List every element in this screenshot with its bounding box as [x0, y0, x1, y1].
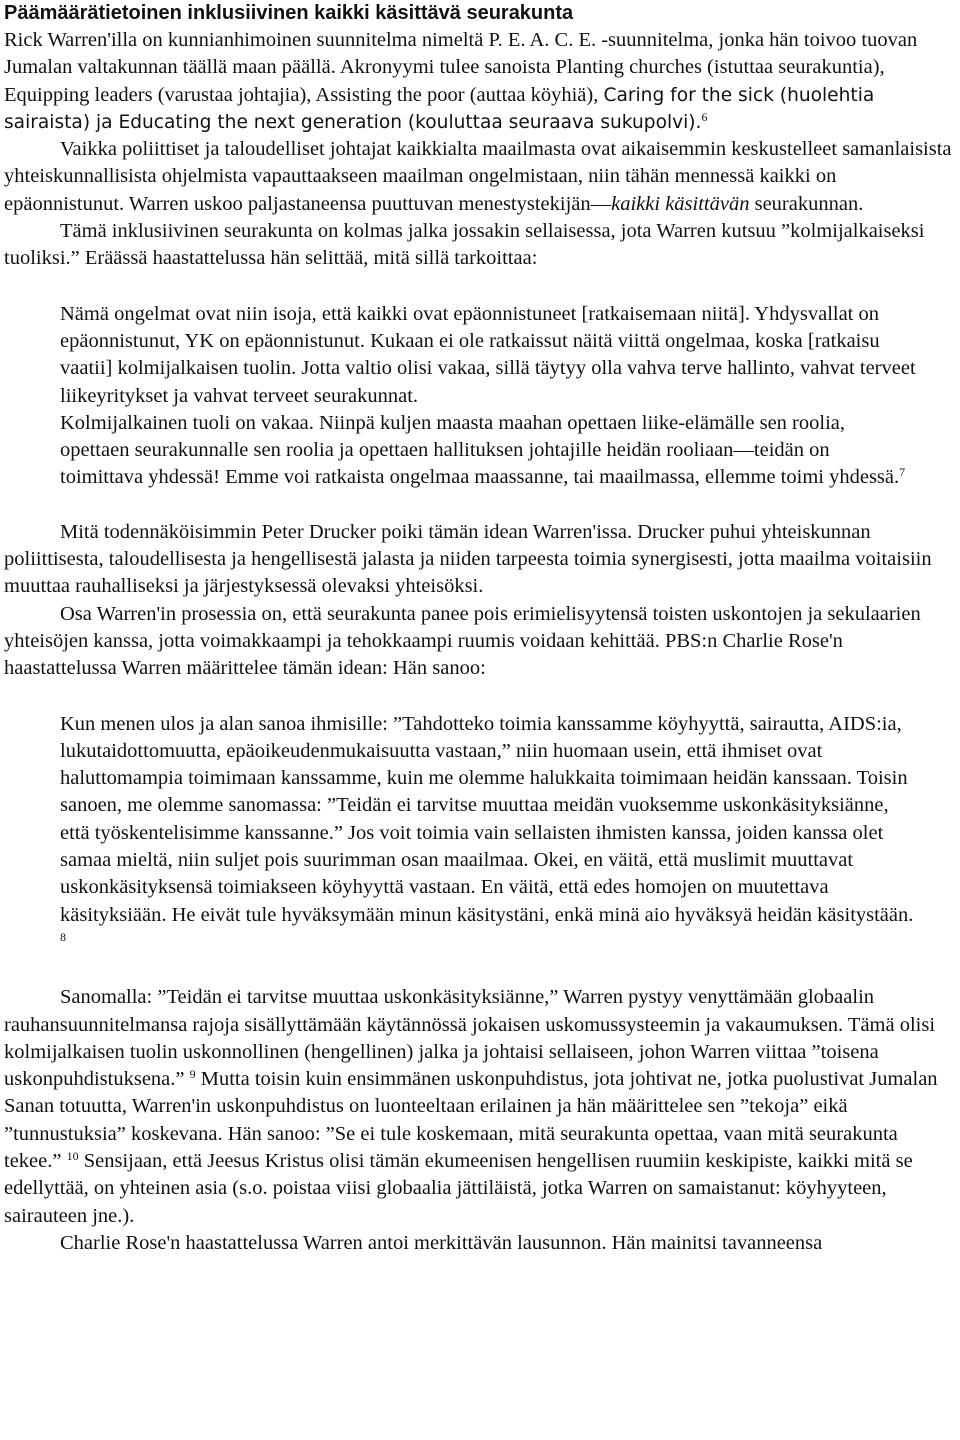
peace-plan-text-continued: Caring for the sick (huolehtia sairaista) ja Educating the next generation (kouluttaa seuraava sukupolvi).: [4, 84, 875, 133]
paragraph-charlie-rose-statement: Charlie Rose'n haastattelussa Warren antoi merkittävän lausunnon. Hän mainitsi tavanneensa: [60, 1231, 823, 1254]
footnote-ref-9[interactable]: 9: [189, 1067, 196, 1082]
footnote-ref-6[interactable]: 6: [701, 109, 708, 124]
paragraph-peace-plan: [4, 27, 956, 136]
paragraph-three-legged-stool: Tämä inklusiivinen seurakunta on kolmas jalka jossakin sellaisessa, jota Warren kutsuu ”kolmijalkaiseksi tuoliksi.” Eräässä haastattelussa hän selittää, mitä sillä tarkoittaa:: [4, 220, 925, 270]
spacer: [4, 956, 956, 984]
quote-paragraph: Kun menen ulos ja alan sanoa ihmisille: ”Tahdotteko toimia kanssamme köyhyyttä, sairautta, AIDS:ia, lukutaidottomuutta, epäoikeudenmukaisuutta vastaan,” niin huomaan usein, että ihmiset ovat haluttomampia toimimaan kanssamme, kuin me olemme halukkaita toimimaan heidän kanssaan. Toisin sanoen, me olemme sanomassa: ”Teidän ei tarvitse muuttaa meidän vuoksemme uskonkäsityksiänne, että työskentelisimme kanssanne.” Jos voit toimia vain sellaisten ihmisten kanssa, joiden kanssa olet samaa mieltä, niin suljet pois suurimman osan maailmaa. Okei, en väitä, että muslimit muuttavat uskonkäsityksensä toimiakseen köyhyyttä vastaan. En väitä, että edes homojen on muutettava käsityksiään. He eivät tule hyväksymään minun käsitystäni, enkä minä aio hyväksyä heidän käsitystään. $^8$: [60, 712, 914, 944]
blockquote-stool: [60, 301, 916, 492]
emphasis-text: kaikki käsittävän: [611, 192, 750, 215]
footnote-ref-7[interactable]: 7: [899, 465, 906, 480]
spacer: [4, 683, 956, 711]
document-heading: Päämäärätietoinen inklusiivinen kaikki käsittävä seurakunta: [4, 2, 574, 24]
paragraph-drucker: Mitä todennäköisimmin Peter Drucker poiki tämän idean Warren'issa. Drucker puhui yhteiskunnan poliittisesta, taloudellisesta ja hengellisestä jalasta ja niiden tarpeesta toimia synergisesti, jotta maailma voitaisiin muuttaa rauhalliseksi ja järjestyksessä olevaksi yhteisöksi.: [4, 520, 932, 598]
quote-paragraph: Nämä ongelmat ovat niin isoja, että kaikki ovat epäonnistuneet [ratkaisemaan niitä]. Yhdysvallat on epäonnistunut, YK on epäonnistunut. Kukaan ei ole ratkaissut näitä viittä ongelmaa, koska [ratkaisu vaatii] kolmijalkaisen tuolin. Jotta valtio olisi vakaa, sillä täytyy olla vahva terve hallinto, vahvat terveet liikeyritykset ja vahvat terveet seurakunnat.: [60, 302, 916, 407]
document-page: [4, 0, 956, 1257]
quote-paragraph: Kolmijalkainen tuoli on vakaa. Niinpä kuljen maasta maahan opettaen liike-elämälle sen roolia, opettaen seurakunnalle sen roolia ja opettaen hallituksen johtajille heidän rooliaan—teidän on toimittava yhdessä! Emme voi ratkaista ongelmaa maassanne, tai maailmassa, ellemme toimi yhdessä.$^7$: [60, 411, 906, 489]
paragraph-second-reformation: Sanomalla: ”Teidän ei tarvitse muuttaa uskonkäsityksiänne,” Warren pystyy venyttämään globaalin rauhansuunnitelmansa rajoja sisällyttämään käytännössä jokaisen uskomussysteemin ja vakaumuksen. Tämä olisi kolmijalkaisen tuolin uskonnollinen (hengellinen) jalka ja johtaisi sellaiseen, johon Warren viittaa ”toisena uskonpuhdistuksena.” $^9$ Mutta toisin kuin ensimmänen uskonpuhdistus, jota johtivat ne, jotka puolustivat Jumalan Sanan totuutta, Warren'in uskonpuhdistus on luonteeltaan erilainen ja hän määrittelee sen ”tekoja” eikä ”tunnustuksia” koskevana. Hän sanoo: ”Se ei tule koskemaan, mitä seurakunta opettaa, vaan mitä seurakunta tekee.” $^{10}$ Sensijaan, että Jeesus Kristus olisi tämän ekumeenisen hengellisen ruumiin keskipiste, kaikki mitä se edellyttää, on yhteinen asia (s.o. poistaa viisi globaalia jättiläistä, jotka Warren on samaistanut: köyhyyteen, sairauteen jne.).: [4, 986, 938, 1227]
peace-plan-text: Rick Warren'illa on kunnianhimoinen suunnitelma nimeltä P. E. A. C. E. -suunnitelma, jonka hän toivoo tuovan Jumalan valtakunnan täällä maan päällä. Akronyymi tulee sanoista Planting churches (istuttaa seurakuntia), Equipping leaders (varustaa johtajia), Assisting the poor (auttaa köyhiä),: [4, 29, 918, 106]
footnote-ref-10[interactable]: 10: [66, 1148, 79, 1163]
blockquote-charlie-rose: [60, 711, 916, 957]
footnote-ref-8[interactable]: 8: [60, 929, 66, 944]
spacer: [4, 492, 956, 519]
paragraph-warren-process: Osa Warren'in prosessia on, että seurakunta panee pois erimielisyytensä toisten uskontojen ja sekulaarien yhteisöjen kanssa, jotta voimakkaampi ja tehokkaampi ruumis voidaan kehittää. PBS:n Charlie Rose'n haastattelussa Warren määrittelee tämän idean: Hän sanoo:: [4, 602, 921, 680]
spacer: [4, 273, 956, 301]
paragraph-missing-factor: Vaikka poliittiset ja taloudelliset johtajat kaikkialta maailmasta ovat aikaisemmin keskustelleet samanlaisista yhteiskunnallisista ohjelmista vapauttaakseen maailman ongelmistaan, niin tähän mennessä kaikki on epäonnistunut. Warren uskoo paljastaneensa puuttuvan menestystekijän—kaikki käsittävän seurakunnan.: [4, 138, 952, 215]
